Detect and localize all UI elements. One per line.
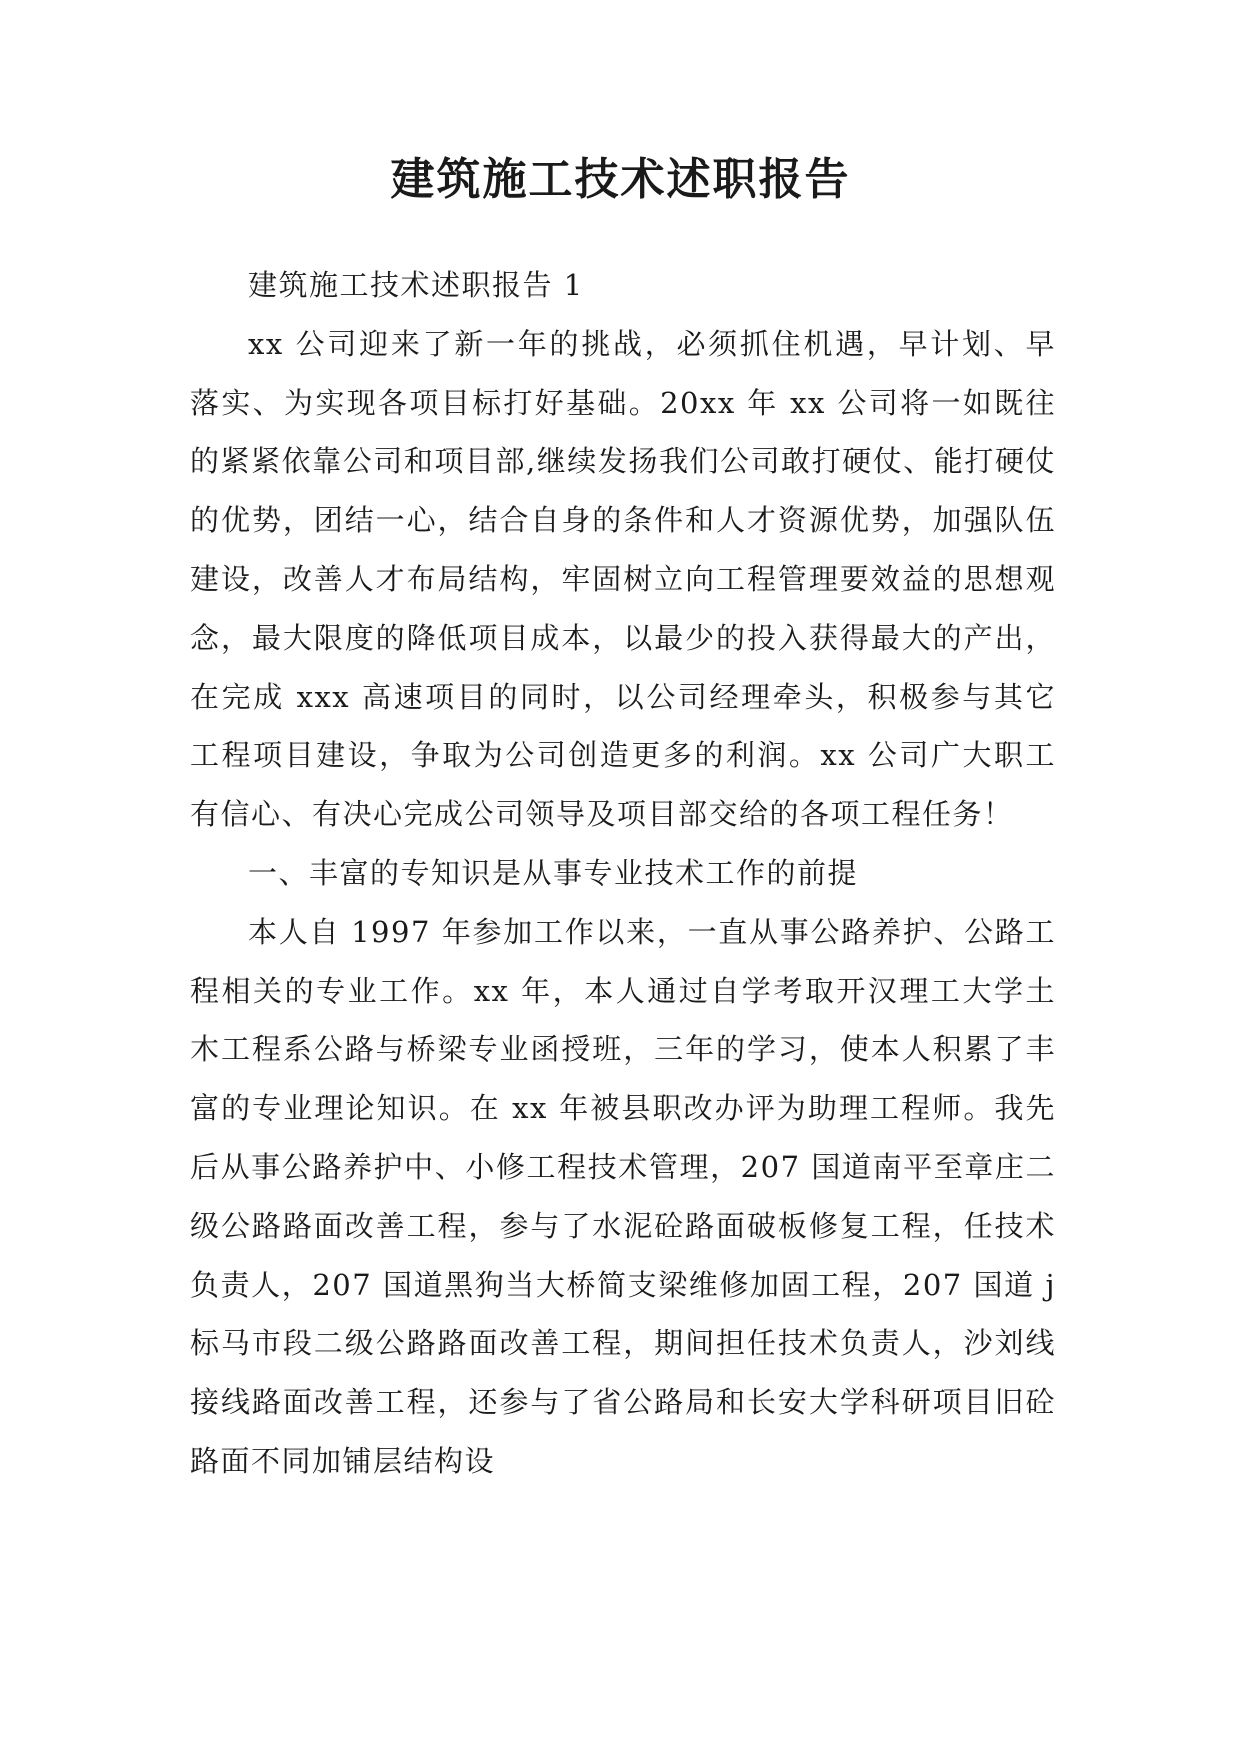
report-subtitle: 建筑施工技术述职报告 1 (248, 268, 584, 302)
document-body (190, 256, 1056, 1491)
intro-paragraph: xx 公司迎来了新一年的挑战，必须抓住机遇，早计划、早落实、为实现各项目标打好基础。20xx 年 xx 公司将一如既往的紧紧依靠公司和项目部,继续发扬我们公司敢打硬仗、能打硬仗的优势，团结一心，结合自身的条件和人才资源优势，加强队伍建设，改善人才布局结构，牢固树立向工程管理要效益的思想观念，最大限度的降低项目成本，以最少的投入获得最大的产出，在完成 xxx 高速项目的同时，以公司经理牵头，积极参与其它工程项目建设，争取为公司创造更多的利润。xx 公司广大职工有信心、有决心完成公司领导及项目部交给的各项工程任务！ (190, 326, 1056, 832)
document-title: 建筑施工技术述职报告 (390, 154, 851, 205)
section-heading: 一、丰富的专知识是从事专业技术工作的前提 (248, 855, 859, 890)
body-paragraph: 本人自 1997 年参加工作以来，一直从事公路养护、公路工程相关的专业工作。xx 年，本人通过自学考取开汉理工大学土木工程系公路与桥梁专业函授班，三年的学习，使本人积累了丰富的专业理论知识。在 xx 年被县职改办评为助理工程师。我先后从事公路养护中、小修工程技术管理，207 国道南平至章庄二级公路路面改善工程，参与了水泥砼路面破板修复工程，任技术负责人，207 国道黑狗当大桥简支梁维修加固工程，207 国道 j 标马市段二级公路路面改善工程，期间担任技术负责人，沙刘线接线路面改善工程，还参与了省公路局和长安大学科研项目旧砼路面不同加铺层结构设 (190, 914, 1056, 1478)
